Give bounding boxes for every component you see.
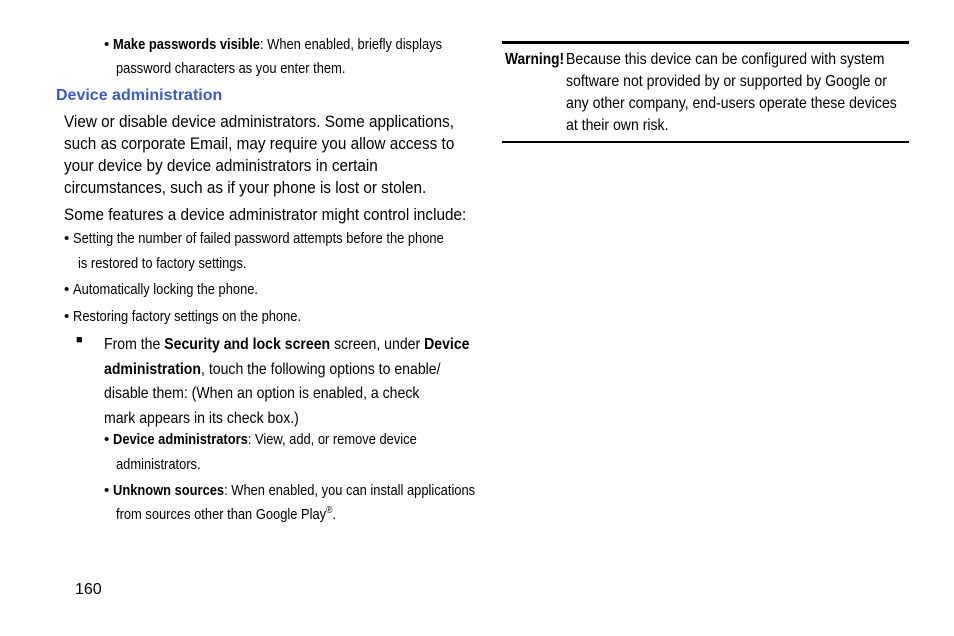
option-desc-line2: from sources other than Google Play	[116, 506, 327, 523]
bullet-marker: •	[64, 308, 70, 325]
warning-line: software not provided by or supported by Google or	[566, 73, 887, 90]
warning-body	[566, 49, 942, 137]
step-bold-section: Device	[424, 336, 470, 353]
warning-bottom-rule	[502, 141, 909, 143]
feature-bullet	[64, 230, 505, 248]
bullet-make-passwords-visible	[104, 36, 496, 54]
step-text: screen, under	[330, 336, 425, 353]
step-marker-icon: ■	[76, 334, 83, 346]
intro-line: such as corporate Email, may require you allow access to	[64, 134, 455, 153]
feature-text: Setting the number of failed password attempts before the phone	[73, 230, 445, 247]
intro-paragraph	[64, 111, 498, 199]
feature-bullet-continuation	[78, 255, 274, 273]
warning-line: at their own risk.	[566, 117, 669, 134]
step-bold-section: administration	[104, 360, 202, 378]
bullet-marker: •	[104, 431, 110, 448]
step-bold-screen: Security and lock screen	[164, 336, 331, 353]
option-label: Device administrators	[113, 431, 249, 448]
option-desc: : When enabled, you can install applications	[224, 482, 476, 499]
step-text: From the	[104, 336, 165, 353]
warning-line: any other company, end-users operate these devices	[566, 95, 897, 112]
feature-bullet	[64, 308, 339, 326]
bullet-marker: •	[104, 36, 110, 53]
intro-line: your device by device administrators in certain	[64, 156, 378, 175]
bullet-marker: •	[64, 230, 70, 247]
sentence-end: .	[332, 506, 337, 523]
bullet-marker: •	[64, 281, 70, 298]
page-number: 160	[75, 581, 102, 598]
warning-top-rule	[502, 41, 909, 44]
step-instruction	[104, 333, 519, 431]
warning-label	[505, 50, 574, 70]
option-continuation	[116, 456, 214, 474]
option-desc: : View, add, or remove device	[248, 431, 418, 448]
feature-text-line2: is restored to factory settings.	[78, 255, 247, 272]
section-heading: Device administration	[56, 87, 223, 104]
features-intro-text: Some features a device administrator might control include:	[64, 205, 467, 224]
intro-line: circumstances, such as if your phone is lost or stolen.	[64, 178, 427, 197]
feature-bullet	[64, 281, 289, 299]
intro-line: View or disable device administrators. Some applications,	[64, 112, 455, 131]
option-label: Unknown sources	[113, 482, 225, 499]
feature-text: Restoring factory settings on the phone.	[73, 308, 302, 325]
option-desc-line2: administrators.	[116, 456, 201, 473]
step-line-2	[104, 358, 469, 383]
option-unknown-sources	[104, 482, 535, 500]
bullet-continuation	[116, 60, 383, 78]
step-line-4: mark appears in its check box.)	[104, 409, 299, 427]
bullet-marker: •	[104, 482, 110, 499]
feature-text: Automatically locking the phone.	[73, 281, 259, 298]
option-desc-line2: password characters as you enter them.	[116, 60, 346, 77]
option-desc: : When enabled, briefly displays	[260, 36, 443, 53]
registered-mark: ®	[326, 505, 333, 516]
option-continuation	[116, 506, 372, 524]
features-intro	[64, 204, 511, 226]
step-line-3: disable them: (When an option is enabled, a check	[104, 385, 420, 402]
warning-line: Because this device can be configured with system	[566, 51, 885, 68]
step-text: , touch the following options to enable/	[201, 360, 441, 378]
option-label: Make passwords visible	[113, 36, 261, 53]
option-device-administrators	[104, 431, 467, 449]
step-line-1	[104, 333, 469, 358]
warning-label-text: Warning!	[505, 51, 565, 68]
